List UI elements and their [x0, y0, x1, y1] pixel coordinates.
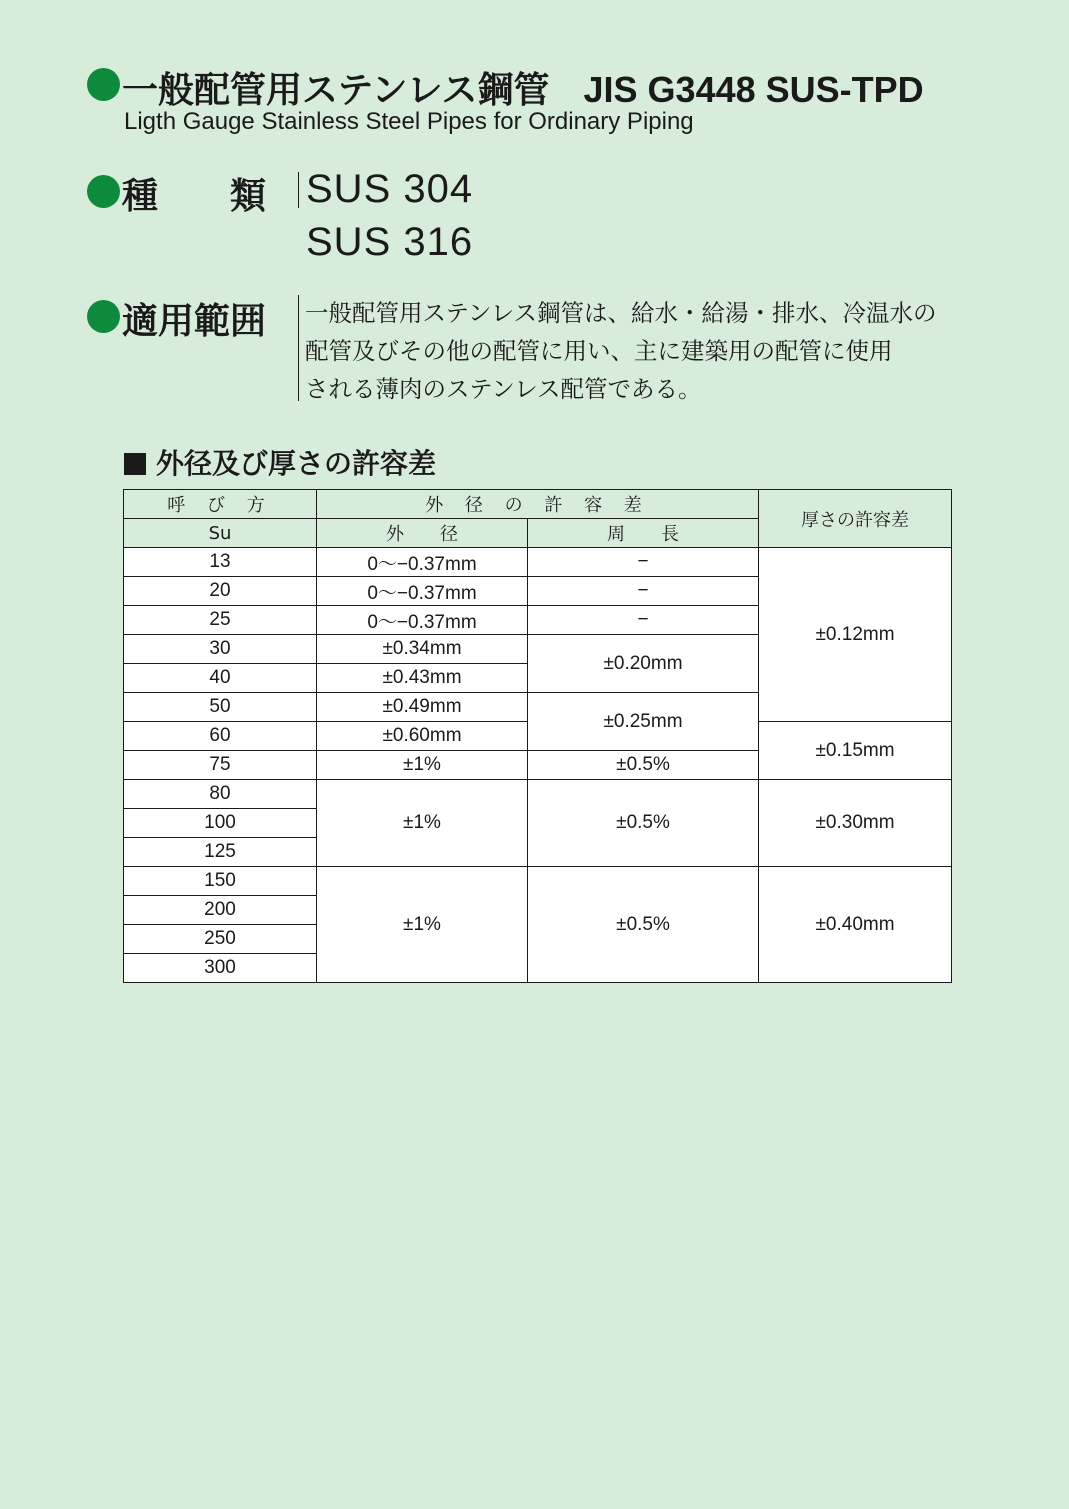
od-cell: 0〜−0.37mm — [317, 548, 528, 577]
nominal-cell: 20 — [124, 577, 317, 606]
grade-sus304: SUS 304 — [306, 167, 474, 211]
nominal-cell: 125 — [124, 838, 317, 867]
od-cell: ±0.43mm — [317, 664, 528, 693]
circumference-cell: − — [528, 606, 759, 635]
grade-sus316: SUS 316 — [306, 220, 474, 264]
scope-description — [305, 294, 965, 408]
page-title — [122, 62, 924, 113]
nominal-cell: 30 — [124, 635, 317, 664]
tolerance-section-title — [124, 442, 436, 482]
od-cell: ±1% — [317, 780, 528, 867]
header-od: 外 径 — [317, 519, 528, 548]
thickness-cell: ±0.30mm — [759, 780, 952, 867]
nominal-cell: 300 — [124, 954, 317, 983]
thickness-cell: ±0.15mm — [759, 722, 952, 780]
thickness-cell: ±0.40mm — [759, 867, 952, 983]
scope-line-2: 配管及びその他の配管に用い、主に建築用の配管に使用 — [305, 337, 893, 365]
scope-line-1: 一般配管用ステンレス鋼管は、給水・給湯・排水、冷温水の — [305, 299, 937, 327]
circumference-cell: ±0.5% — [528, 751, 759, 780]
table-header-row — [124, 490, 952, 519]
header-od-group: 外 径 の 許 容 差 — [317, 490, 759, 519]
circumference-cell: ±0.20mm — [528, 635, 759, 693]
title-english: Ligth Gauge Stainless Steel Pipes for Ordinary Piping — [124, 108, 694, 135]
types-label: 種 類 — [122, 176, 267, 217]
nominal-cell: 75 — [124, 751, 317, 780]
table-row — [124, 548, 952, 577]
types-bullet-icon — [87, 175, 120, 208]
nominal-cell: 50 — [124, 693, 317, 722]
thickness-cell: ±0.12mm — [759, 548, 952, 722]
scope-bullet-icon — [87, 300, 120, 333]
nominal-cell: 250 — [124, 925, 317, 954]
od-cell: ±1% — [317, 751, 528, 780]
tolerance-title-text: 外径及び厚さの許容差 — [156, 447, 437, 480]
nominal-cell: 40 — [124, 664, 317, 693]
scope-divider — [298, 295, 299, 401]
od-cell: ±0.49mm — [317, 693, 528, 722]
nominal-cell: 80 — [124, 780, 317, 809]
nominal-cell: 150 — [124, 867, 317, 896]
od-cell: ±1% — [317, 867, 528, 983]
od-cell: ±0.34mm — [317, 635, 528, 664]
nominal-cell: 60 — [124, 722, 317, 751]
nominal-cell: 25 — [124, 606, 317, 635]
types-divider — [298, 172, 299, 208]
square-bullet-icon — [124, 453, 146, 475]
scope-line-3: される薄肉のステンレス配管である。 — [305, 375, 702, 403]
header-nominal: 呼 び 方 — [124, 490, 317, 519]
od-cell: 0〜−0.37mm — [317, 577, 528, 606]
circumference-cell: − — [528, 548, 759, 577]
table-row — [124, 867, 952, 896]
table-row — [124, 780, 952, 809]
nominal-cell: 200 — [124, 896, 317, 925]
od-cell: 0〜−0.37mm — [317, 606, 528, 635]
header-thickness: 厚さの許容差 — [759, 490, 952, 548]
nominal-cell: 100 — [124, 809, 317, 838]
header-nominal-unit: Su — [124, 519, 317, 548]
circumference-cell: ±0.5% — [528, 780, 759, 867]
od-cell: ±0.60mm — [317, 722, 528, 751]
title-bullet-icon — [87, 68, 120, 101]
nominal-cell: 13 — [124, 548, 317, 577]
tolerance-table — [123, 489, 952, 983]
circumference-cell: ±0.25mm — [528, 693, 759, 751]
title-japanese: 一般配管用ステンレス鋼管 — [122, 70, 550, 111]
header-circumference: 周 長 — [528, 519, 759, 548]
scope-label: 適用範囲 — [122, 301, 267, 342]
circumference-cell: ±0.5% — [528, 867, 759, 983]
title-standard-code: JIS G3448 SUS-TPD — [583, 69, 924, 110]
circumference-cell: − — [528, 577, 759, 606]
